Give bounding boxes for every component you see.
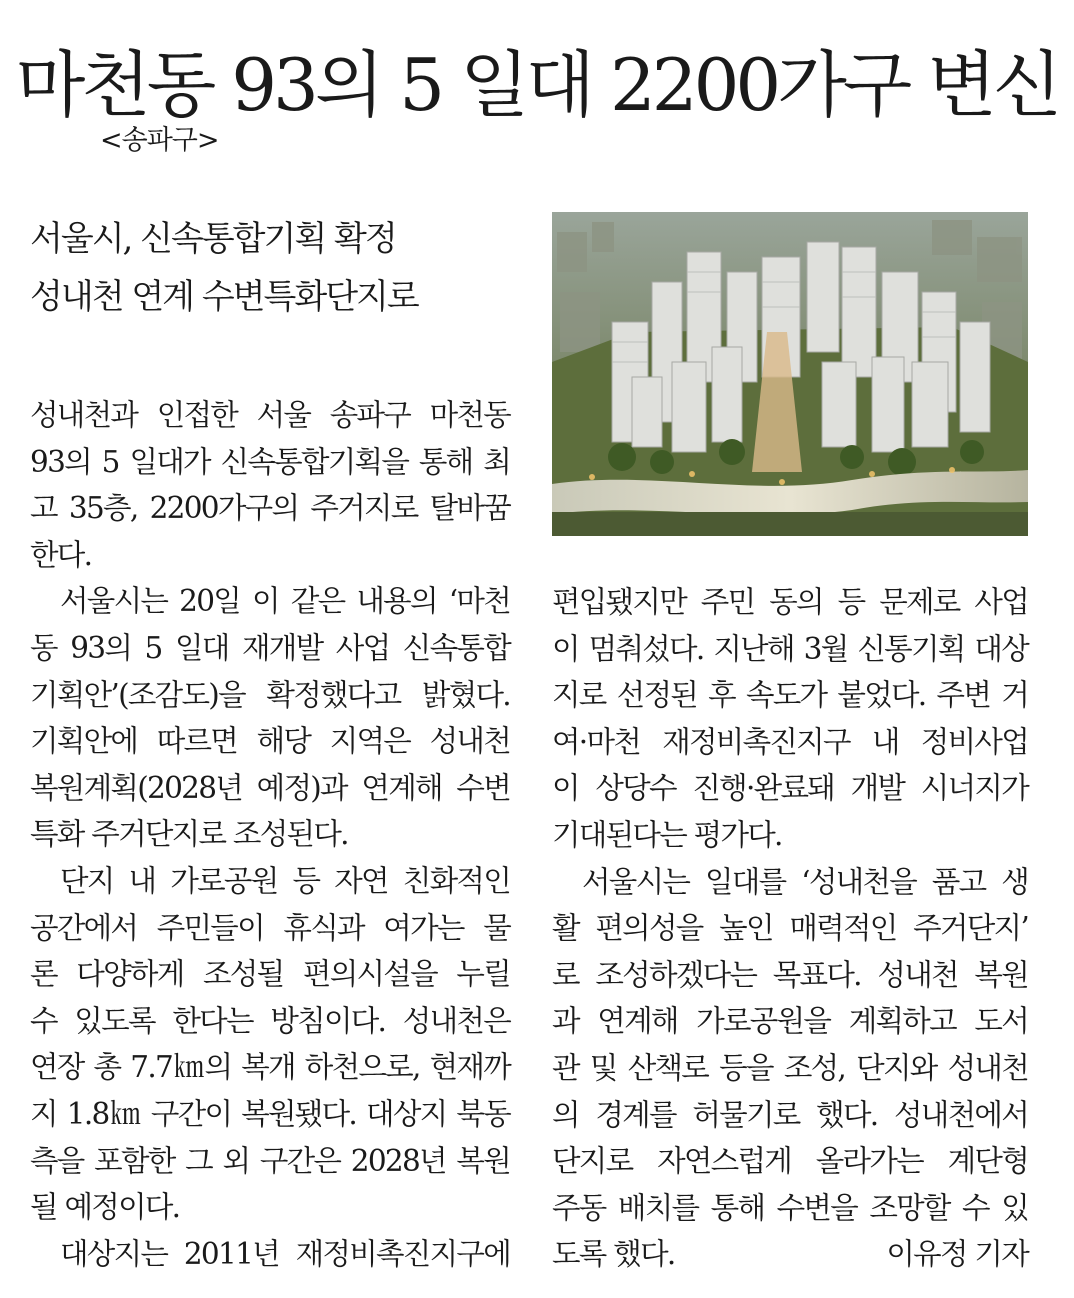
article-column-right xyxy=(552,579,1028,1278)
body-line: 특화 주거단지로 조성된다. xyxy=(30,817,348,852)
body-line: 고 35층, 2200가구의 주거지로 탈바꿈 xyxy=(30,491,510,526)
body-line: 도록 했다. xyxy=(552,1237,675,1272)
body-line: 연장 총 7.7㎞의 복개 하천으로, 현재까 xyxy=(30,1050,510,1085)
body-line: 론 다양하게 조성될 편의시설을 누릴 xyxy=(30,957,510,992)
body-line: 측을 포함한 그 외 구간은 2028년 복원 xyxy=(30,1143,510,1178)
body-line: 지로 선정된 후 속도가 붙었다. 주변 거 xyxy=(552,678,1028,713)
apartment-complex-photo xyxy=(552,212,1028,536)
body-line: 의 경계를 허물기로 했다. 성내천에서 xyxy=(552,1097,1028,1132)
body-line: 이 멈춰섰다. 지난해 3월 신통기획 대상 xyxy=(552,631,1028,666)
body-line: 과 연계해 가로공원을 계획하고 도서 xyxy=(552,1004,1028,1039)
region-label: <송파구> xyxy=(100,125,219,156)
body-line: 주동 배치를 통해 수변을 조망할 수 있 xyxy=(552,1190,1028,1225)
body-line: 여·마천 재정비촉진지구 내 정비사업 xyxy=(552,724,1028,759)
body-line: 관 및 산책로 등을 조성, 단지와 성내천 xyxy=(552,1050,1028,1085)
closing-line-row xyxy=(552,1231,1028,1278)
body-line: 이 상당수 진행·완료돼 개발 시너지가 xyxy=(552,771,1028,806)
article-column-left xyxy=(30,392,510,1277)
body-line: 될 예정이다. xyxy=(30,1190,180,1225)
subheadline: 서울시, 신속통합기획 확정 xyxy=(30,219,396,259)
body-line: 단지로 자연스럽게 올라가는 계단형 xyxy=(552,1144,1028,1179)
body-line: 서울시는 일대를 ‘성내천을 품고 생 xyxy=(582,864,1028,899)
subheadline: 성내천 연계 수변특화단지로 xyxy=(30,277,418,317)
article-headline: 마천동 93의 5 일대 2200가구 변신 xyxy=(15,43,1059,127)
body-line: 공간에서 주민들이 휴식과 여가는 물 xyxy=(30,910,510,945)
body-line: 대상지는 2011년 재정비촉진지구에 xyxy=(60,1236,510,1271)
body-line: 로 조성하겠다는 목표다. 성내천 복원 xyxy=(552,957,1028,992)
body-line: 편입됐지만 주민 동의 등 문제로 사업 xyxy=(552,585,1028,619)
body-line: 기획안’(조감도)을 확정했다고 밝혔다. xyxy=(30,677,510,712)
body-line: 동 93의 5 일대 재개발 사업 신속통합 xyxy=(30,630,510,665)
body-line: 기대된다는 평가다. xyxy=(552,817,782,852)
byline: 이유정 기자 xyxy=(886,1237,1028,1272)
body-line: 93의 5 일대가 신속통합기획을 통해 최 xyxy=(30,444,510,479)
body-line: 한다. xyxy=(30,537,92,572)
body-line: 성내천과 인접한 서울 송파구 마천동 xyxy=(30,398,510,432)
body-line: 지 1.8㎞ 구간이 복원됐다. 대상지 북동 xyxy=(30,1096,510,1131)
subheadline-group xyxy=(30,210,510,326)
body-line: 활 편의성을 높인 매력적인 주거단지’ xyxy=(552,911,1028,946)
body-line: 서울시는 20일 이 같은 내용의 ‘마천 xyxy=(60,584,510,619)
body-line: 복원계획(2028년 예정)과 연계해 수변 xyxy=(30,770,510,805)
body-line: 수 있도록 한다는 방침이다. 성내천은 xyxy=(30,1003,510,1038)
body-line: 단지 내 가로공원 등 자연 친화적인 xyxy=(60,863,510,898)
body-line: 기획안에 따르면 해당 지역은 성내천 xyxy=(30,724,510,759)
